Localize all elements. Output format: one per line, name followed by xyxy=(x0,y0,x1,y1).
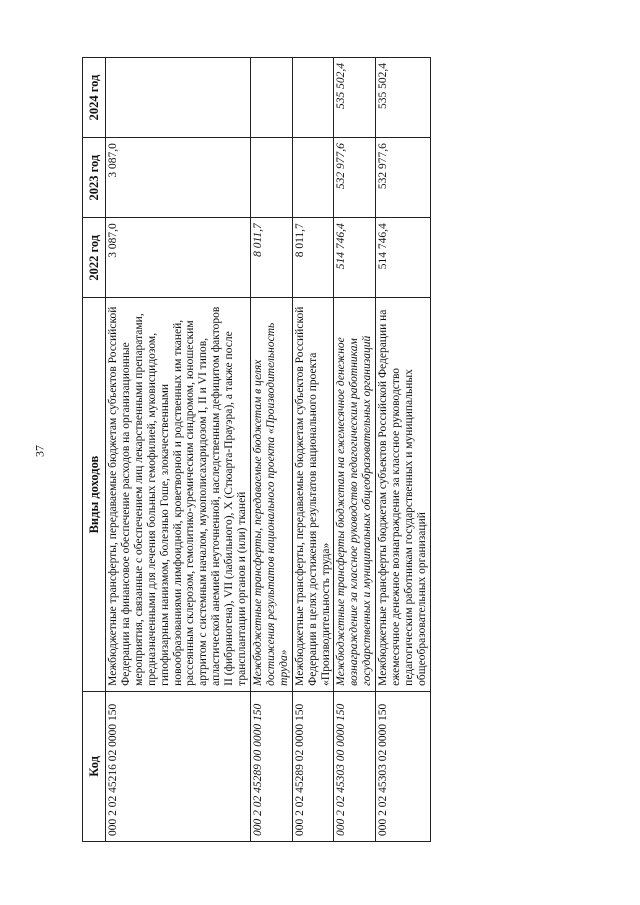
table-header-row xyxy=(83,58,106,842)
table-row xyxy=(376,58,431,842)
row-value-2023: 532 977,6 xyxy=(334,138,376,218)
header-2023: 2023 год xyxy=(83,138,106,218)
header-code: Код xyxy=(83,691,106,841)
table-row xyxy=(292,58,334,842)
row-value-2023 xyxy=(250,138,292,218)
page-number: 37 xyxy=(32,445,47,457)
row-value-2024: 535 502,4 xyxy=(376,58,431,138)
row-name: Межбюджетные трансферты, передаваемые бюджетам в целях достижения результатов национального проекта «Производительность труда» xyxy=(250,298,292,692)
row-value-2024 xyxy=(292,58,334,138)
rotated-table-wrapper xyxy=(82,57,547,842)
row-value-2024 xyxy=(250,58,292,138)
table-row xyxy=(250,58,292,842)
row-name: Межбюджетные трансферты бюджетам субъектов Российской Федерации на ежемесячное денежное вознаграждение за классное руководство педагогическим работникам государственных и муниципальных общеобразовательных организаций xyxy=(376,298,431,692)
row-value-2023: 3 087,0 xyxy=(106,138,251,218)
row-code: 000 2 02 45289 00 0000 150 xyxy=(250,691,292,841)
row-code: 000 2 02 45289 02 0000 150 xyxy=(292,691,334,841)
row-value-2023 xyxy=(292,138,334,218)
row-code: 000 2 02 45303 02 0000 150 xyxy=(376,691,431,841)
row-value-2024 xyxy=(106,58,251,138)
row-name: Межбюджетные трансферты, передаваемые бюджетам субъектов Российской Федерации на финансовое обеспечение расходов на организационные мероприятия, связанные с обеспечением лиц лекарственными препаратами, предназначенными для лечения больных гемофилией, муковисцидозом, гипофизарным нанизмом, болезнью Гоше, злокачественными новообразованиями лимфоидной, кроветворной и родственных им тканей, рассеянным склерозом, гемолитико-уремическим синдромом, юношеским артритом с системным началом, мукополисахаридозом I, II и VI типов, апластической анемией неуточненной, наследственным дефицитом факторов II (фибриногена), VII (лабильного), X (Стюарта-Прауэра), а также после трансплантации органов и (или) тканей xyxy=(106,298,251,692)
revenue-table xyxy=(82,57,431,842)
row-code: 000 2 02 45303 00 0000 150 xyxy=(334,691,376,841)
row-name: Межбюджетные трансферты, передаваемые бюджетам субъектов Российской Федерации в целях достижения результатов национального проекта «Производительность труда» xyxy=(292,298,334,692)
row-value-2022: 3 087,0 xyxy=(106,218,251,298)
header-2022: 2022 год xyxy=(83,218,106,298)
row-value-2022: 8 011,7 xyxy=(250,218,292,298)
row-value-2022: 514 746,4 xyxy=(376,218,431,298)
row-value-2023: 532 977,6 xyxy=(376,138,431,218)
row-value-2022: 514 746,4 xyxy=(334,218,376,298)
header-name: Виды доходов xyxy=(83,298,106,692)
header-2024: 2024 год xyxy=(83,58,106,138)
row-value-2022: 8 011,7 xyxy=(292,218,334,298)
row-name: Межбюджетные трансферты бюджетам на ежемесячное денежное вознаграждение за классное руководство педагогическим работникам государственных и муниципальных общеобразовательных организаций xyxy=(334,298,376,692)
row-code: 000 2 02 45216 02 0000 150 xyxy=(106,691,251,841)
row-value-2024: 535 502,4 xyxy=(334,58,376,138)
table-row xyxy=(106,58,251,842)
table-row xyxy=(334,58,376,842)
